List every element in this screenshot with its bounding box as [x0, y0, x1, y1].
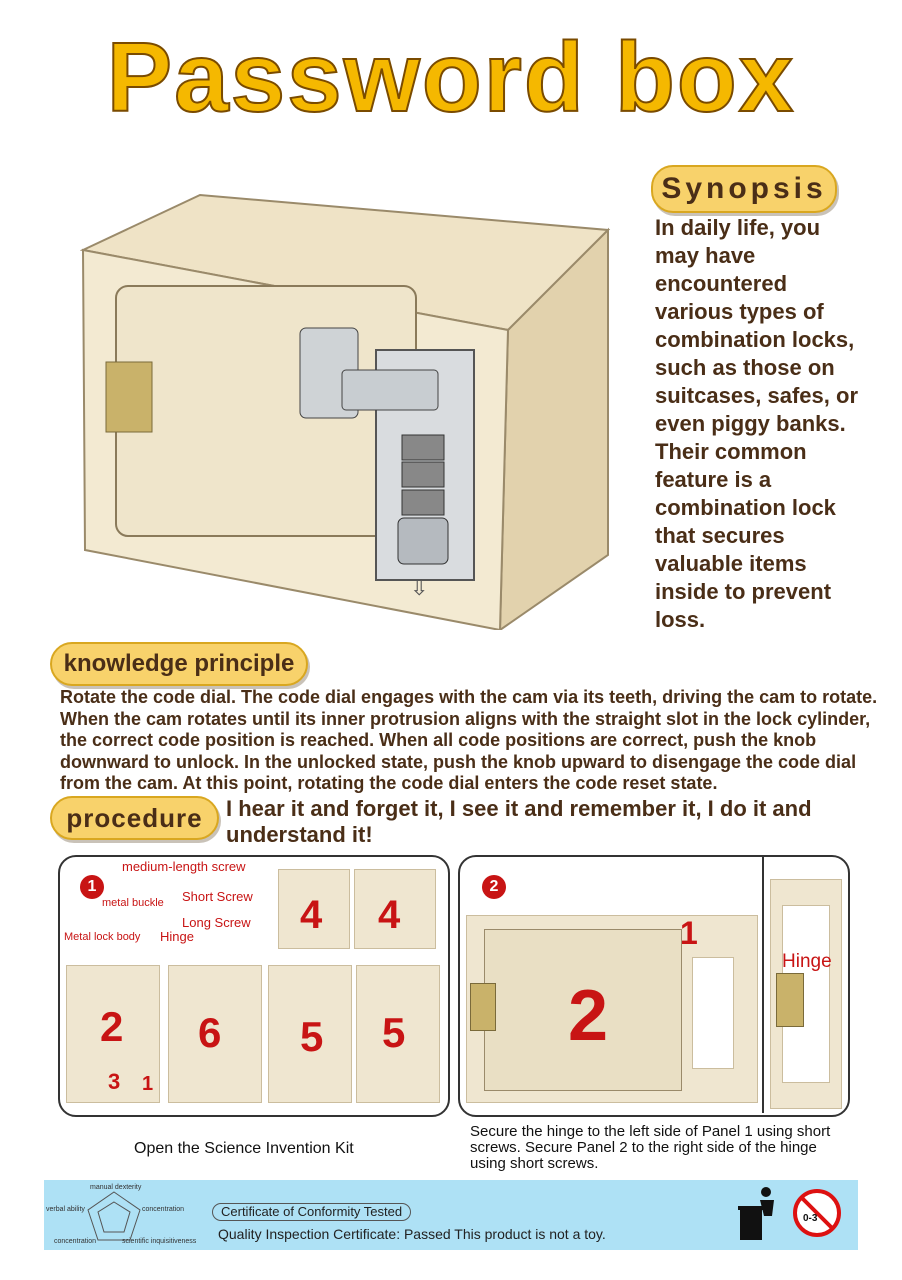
- principle-heading: knowledge principle: [50, 642, 308, 686]
- piece-number: 3: [108, 1069, 121, 1094]
- procedure-heading: procedure: [50, 796, 219, 840]
- procedure-quote: I hear it and forget it, I see it and remember it, I do it and understand it!: [226, 796, 812, 847]
- step-2-caption: Secure the hinge to the left side of Panel 1 using short screws. Secure Panel 2 to the right side of the hinge using short screws.: [470, 1123, 831, 1172]
- step-1-panel: [58, 855, 450, 1117]
- hinge-image: [470, 983, 496, 1031]
- age-label: 0-3: [803, 1213, 818, 1224]
- certificate-text: Quality Inspection Certificate: Passed This product is not a toy.: [218, 1226, 606, 1242]
- label-medium-screw: medium-length screw: [122, 859, 246, 874]
- piece-number: 5: [382, 1009, 406, 1056]
- panel-number: 1: [680, 915, 698, 951]
- certificate-badge: Certificate of Conformity Tested: [212, 1203, 411, 1221]
- step-1-caption: Open the Science Invention Kit: [134, 1140, 354, 1157]
- radar-label: manual dexterity: [90, 1184, 142, 1191]
- synopsis-heading: Synopsis: [651, 165, 837, 213]
- panel-divider: [762, 857, 764, 1113]
- piece-number: 5: [300, 1013, 324, 1060]
- trash-bin-icon: [736, 1186, 784, 1244]
- panel-number: 2: [568, 976, 609, 1056]
- label-hinge: Hinge: [160, 929, 194, 944]
- radar-label: scientific inquisitiveness: [122, 1238, 197, 1245]
- skills-radar-icon: [86, 1190, 142, 1242]
- radar-label: concentration: [54, 1238, 97, 1245]
- radar-label: concentration: [142, 1206, 185, 1213]
- page-title: Password box: [106, 22, 796, 132]
- lock-slot: [692, 957, 734, 1069]
- hinge-label: Hinge: [782, 951, 832, 972]
- piece-number: 6: [198, 1009, 222, 1056]
- label-lock-body: Metal lock body: [64, 931, 141, 943]
- step-1-number: 1: [80, 875, 104, 899]
- hinge-image: [776, 973, 804, 1027]
- step-2-panel: [458, 855, 850, 1117]
- principle-text: Rotate the code dial. The code dial engages with the cam via its teeth, driving the cam to rotate. When the cam rotates until its inner protrusion aligns with the straight slot in the lock cylinder, the correct code position is reached. When all code positions are correct, push the knob downward to unlock. In the unlocked state, push the knob upward to disengage the code dial from the cam. At this point, rotating the code dial enters the code reset state.: [60, 687, 878, 793]
- piece-number: 1: [142, 1073, 154, 1095]
- label-short-screw: Short Screw: [182, 889, 253, 904]
- piece-number: 2: [100, 1003, 124, 1050]
- piece-number: 4: [300, 893, 323, 937]
- label-long-screw: Long Screw: [182, 915, 251, 930]
- step-2-number: 2: [482, 875, 506, 899]
- radar-label: verbal ability: [46, 1206, 85, 1213]
- product-image: [80, 190, 620, 630]
- piece-number: 4: [378, 893, 401, 937]
- label-metal-buckle: metal buckle: [102, 897, 164, 909]
- synopsis-text: In daily life, you may have encountered various types of combination locks, such as those on suitcases, safes, or even piggy banks. Their common feature is a combination lock that secures valuable items inside to prevent loss.: [655, 215, 859, 632]
- svg-text:⇩: ⇩: [410, 575, 429, 600]
